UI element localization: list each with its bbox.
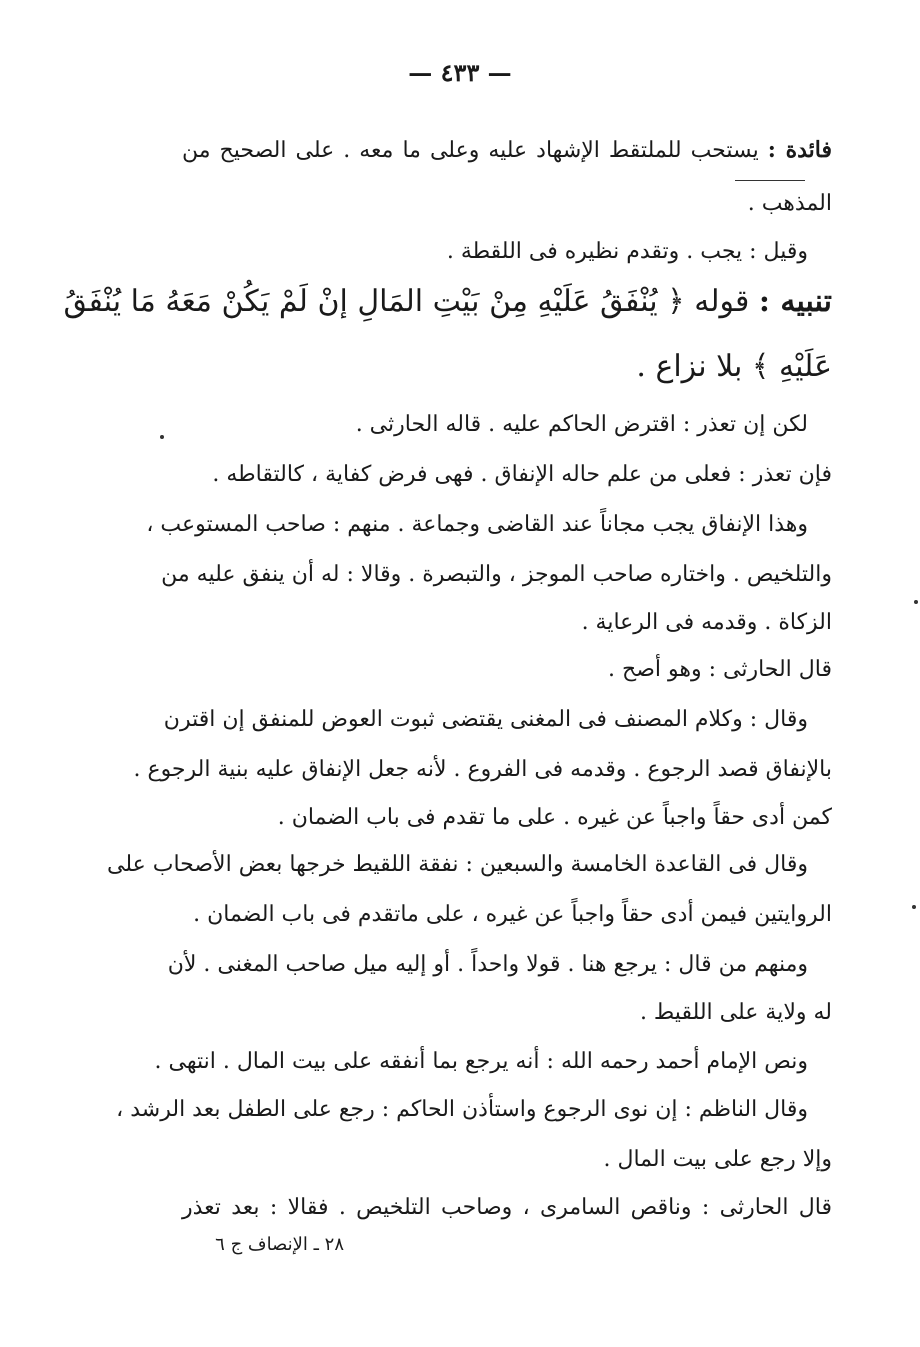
- text-line-14: [182, 798, 832, 838]
- text-line-15: [107, 845, 808, 885]
- text-line-18: [182, 993, 832, 1033]
- line-text: يستحب للملتقط الإشهاد عليه وعلى ما معه . على الصحيح من: [182, 138, 768, 163]
- line-text: وقال الناظم : إن نوى الرجوع واستأذن الحاكم : رجع على الطفل بعد الرشد ،: [116, 1097, 808, 1122]
- text-line-2: [182, 184, 832, 224]
- line-text: له ولاية على اللقيط .: [639, 1000, 832, 1025]
- text-line-3: [182, 232, 808, 272]
- line-text: كمن أدى حقاً واجباً عن غيره . على ما تقدم فى باب الضمان .: [277, 805, 832, 830]
- text-line-10: [182, 603, 832, 643]
- text-line-12: [163, 700, 808, 740]
- line-text: ومنهم من قال : يرجع هنا . قولا واحداً . أو إليه ميل صاحب المغنى . لأن: [167, 952, 808, 977]
- text-line-7: [182, 455, 832, 495]
- line-text: لكن إن تعذر : اقترض الحاكم عليه . قاله الحارثى .: [355, 412, 808, 437]
- line-text: وقال : وكلام المصنف فى المغنى يقتضى ثبوت العوض للمنفق إن اقترن: [163, 707, 808, 732]
- text-line-17: [167, 945, 808, 985]
- footer-signature: ٢٨ ـ الإنصاف ج ٦: [215, 1234, 344, 1255]
- text-line-6: [182, 405, 808, 445]
- text-line-8: [146, 505, 808, 545]
- line-text: وقيل : يجب . وتقدم نظيره فى اللقطة .: [446, 239, 808, 264]
- line-text: قال الحارثى : وهو أصح .: [608, 657, 832, 682]
- paragraph-lead: فائدة :: [767, 137, 832, 163]
- line-text: الروايتين فيمن أدى حقاً واجباً عن غيره ، على ماتقدم فى باب الضمان .: [193, 902, 832, 927]
- line-text: وإلا رجع على بيت المال .: [603, 1147, 832, 1172]
- line-text: وقال فى القاعدة الخامسة والسبعين : نفقة اللقيط خرجها بعض الأصحاب على: [107, 852, 808, 877]
- page-number: — ٤٣٣ —: [408, 58, 512, 87]
- text-line-1: [182, 130, 832, 170]
- line-text: الزكاة . وقدمه فى الرعاية .: [581, 610, 832, 635]
- line-text: فإن تعذر : فعلى من علم حاله الإنفاق . فهى فرض كفاية ، كالتقاطه .: [212, 462, 832, 487]
- text-line-20: [116, 1090, 808, 1130]
- text-line-11: [182, 650, 832, 690]
- line-text: عَلَيْهِ ﴾ بلا نزاع .: [636, 349, 832, 384]
- text-line-5: [182, 340, 832, 394]
- text-line-9: [161, 555, 832, 595]
- text-line-13: [133, 750, 832, 790]
- paragraph-lead: تنبيه :: [758, 284, 832, 319]
- line-text: قال الحارثى : وناقص السامرى ، وصاحب التلخيص . فقالا : بعد تعذر: [182, 1195, 832, 1220]
- speck: [914, 600, 918, 604]
- line-text: المذهب .: [747, 191, 832, 216]
- line-text: والتلخيص . واختاره صاحب الموجز ، والتبصرة . وقالا : له أن ينفق عليه من: [161, 562, 832, 587]
- text-line-22: [182, 1188, 832, 1228]
- line-text: قوله ﴿ يُنْفَقُ عَلَيْهِ مِنْ بَيْتِ المَالِ إنْ لَمْ يَكُنْ مَعَهُ مَا يُنْفَقُ: [63, 284, 759, 319]
- speck: [912, 905, 916, 909]
- line-text: بالإنفاق قصد الرجوع . وقدمه فى الفروع . لأنه جعل الإنفاق عليه بنية الرجوع .: [133, 757, 832, 782]
- underline-mark: [735, 180, 805, 181]
- line-text: ونص الإمام أحمد رحمه الله : أنه يرجع بما أنفقه على بيت المال . انتهى .: [154, 1049, 808, 1074]
- text-line-21: [182, 1140, 832, 1180]
- speck: [160, 435, 164, 439]
- text-line-16: [182, 895, 832, 935]
- text-line-4: [63, 275, 832, 329]
- text-line-19: [154, 1042, 808, 1082]
- line-text: وهذا الإنفاق يجب مجاناً عند القاضى وجماعة . منهم : صاحب المستوعب ،: [146, 512, 808, 537]
